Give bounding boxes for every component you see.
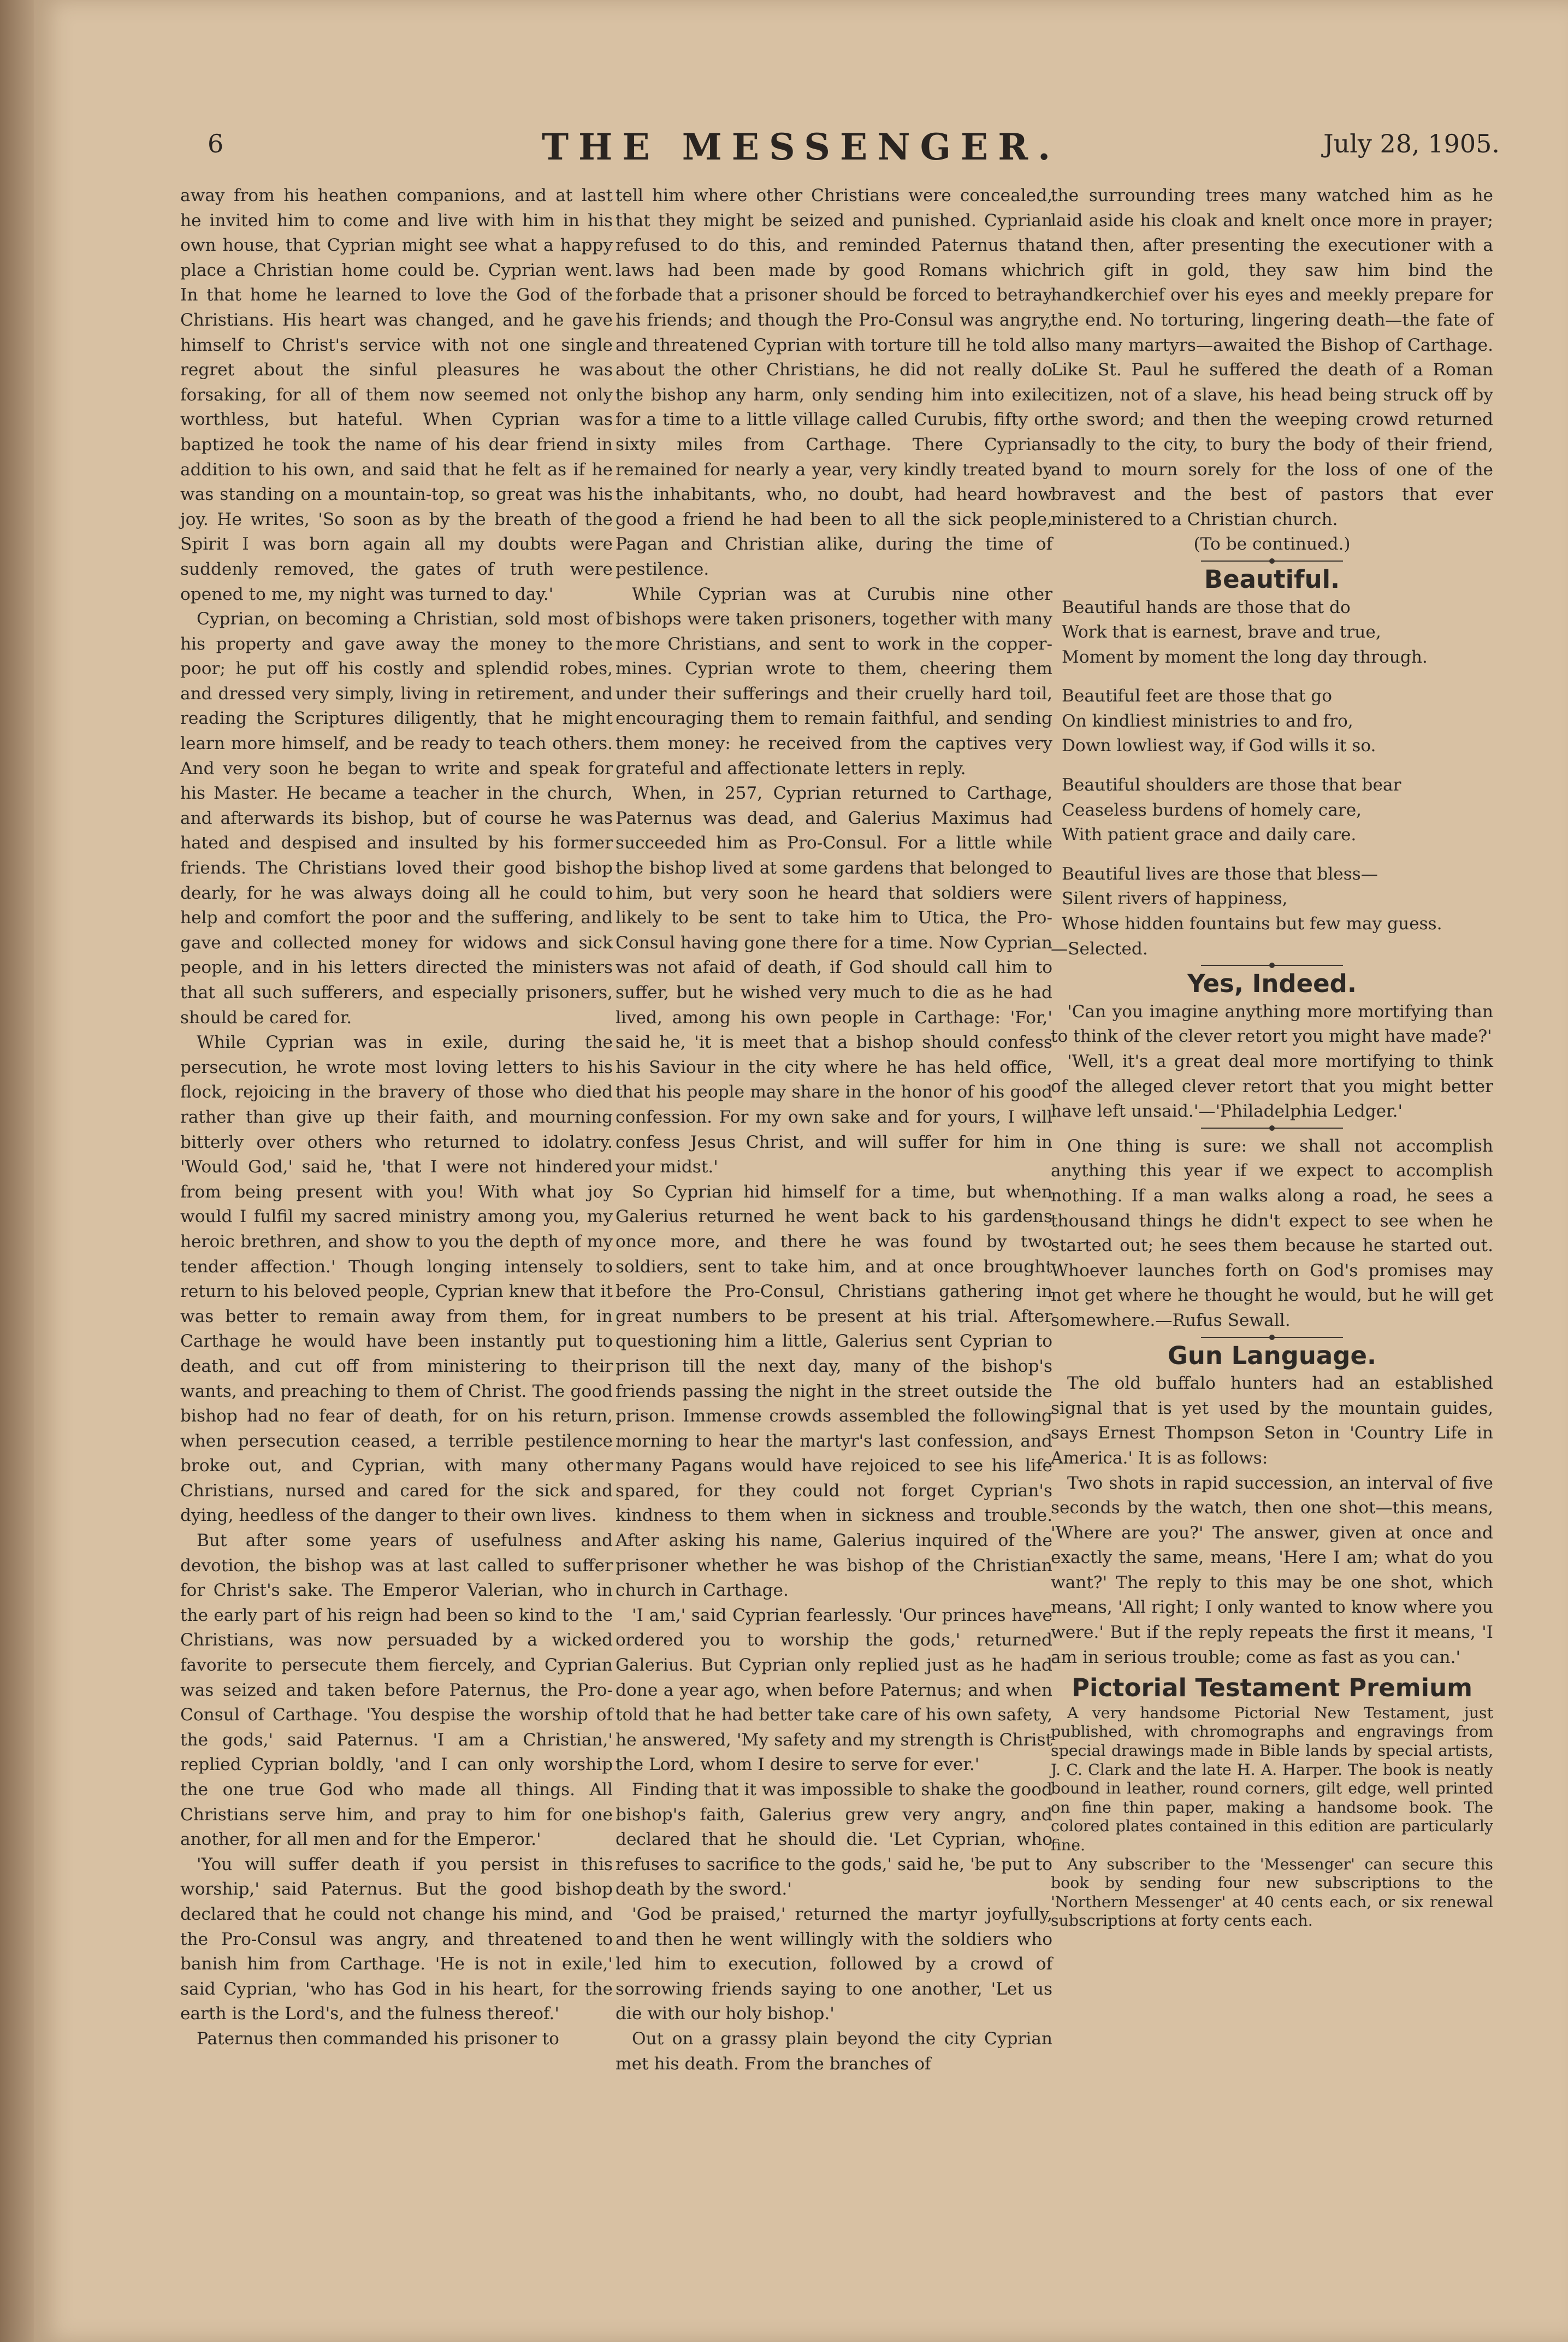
paragraph: Paternus then commanded his prisoner to	[197, 2028, 559, 2049]
paragraph: 'God be praised,' returned the martyr joyfully, and then he went willingly with the soldiers who led him to execution, followed by a crowd of sorrowing friends saying to one another, 'Let us die with our holy bishop.'	[616, 1904, 1052, 2024]
newspaper-page	[34, 0, 1568, 2342]
poem-line: Down lowliest way, if God wills it so.	[1062, 736, 1376, 756]
paragraph: While Cyprian was at Curubis nine other bishops were taken prisoners, together with many more Christians, and sent to work in the copper-mines. Cyprian wrote to them, cheering them under their sufferings and their cruelly hard toil, encouraging them to remain faithful, and sending them money: he received from the captives very grateful and affectionate letters in reply.	[616, 584, 1052, 778]
paragraph: While Cyprian was in exile, during the persecution, he wrote most loving letters to his flock, rejoicing in the bravery of those who died rather than give up their faith, and mourning bitterly over others who returned to idolatry. 'Would God,' said he, 'that I were not hindered from being present with you! With what joy would I fulfil my sacred ministry among you, my heroic brethren, and show to you the depth of my tender affection.' Though longing intensely to return to his beloved people, Cyprian knew that it was better to remain away from them, for in Carthage he would have been instantly put to death, and cut off from ministering to their wants, and preaching to them of Christ. The good bishop had no fear of death, for on his return, when persecution ceased, a terrible pestilence broke out, and Cyprian, with many other Christians, nursed and cared for the sick and dying, heedless of the danger to their own lives.	[180, 1033, 613, 1526]
poem-line: With patient grace and daily care.	[1062, 825, 1357, 845]
premium-notice	[1051, 1704, 1493, 1931]
paragraph: When, in 257, Cyprian returned to Carthage, Paternus was dead, and Galerius Maximus had succeeded him as Pro-Consul. For a little while the bishop lived at some gardens that belonged to him, but very soon he heard that soldiers were likely to be sent to take him to Utica, the Pro-Consul having gone there for a time. Now Cyprian was not afaid of death, if God should call him to suffer, but he wished very much to die as he had lived, among his own people in Carthage: 'For,' said he, 'it is meet that a bishop should confess his Saviour in the city where he has held office, that his people may share in the honor of his good confession. For my own sake and for yours, I will confess Jesus Christ, and will suffer for him in your midst.'	[616, 783, 1052, 1177]
paragraph: 'Can you imagine anything more mortifying than to think of the clever retort you might have made?'	[1051, 1001, 1493, 1047]
column-3	[1051, 184, 1493, 1931]
page-number: 6	[208, 129, 224, 158]
poem-beautiful	[1051, 595, 1493, 962]
poem-line: Moment by moment the long day through.	[1062, 647, 1428, 667]
section-title-gun-language: Gun Language.	[1167, 1341, 1377, 1370]
section-divider	[1201, 965, 1343, 966]
paragraph: A very handsome Pictorial New Testament, just published, with chromographs and engravings from special drawings made in Bible lands by special artists, J. C. Clark and the late H. A. Harper. The book is neatly bound in leather, round corners, gilt edge, well printed on fine thin paper, making a handsome book. The colored plates contained in this edition are particularly fine.	[1051, 1703, 1493, 1854]
paragraph: away from his heathen companions, and at last he invited him to come and live with him in his own house, that Cyprian might see what a happy place a Christian home could be. Cyprian went. In that home he learned to love the God of the Christians. His heart was changed, and he gave himself to Christ's service with not one single regret about the sinful pleasures he was forsaking, for all of them now seemed not only worthless, but hateful. When Cyprian was baptized he took the name of his dear friend in addition to his own, and said that he felt as if he was standing on a mountain-top, so great was his joy. He writes, 'So soon as by the breath of the Spirit I was born again all my doubts were suddenly removed, the gates of truth were opened to me, my night was turned to day.'	[180, 186, 613, 604]
page-header	[34, 126, 1568, 169]
masthead: THE MESSENGER.	[541, 126, 1061, 168]
column-1	[180, 184, 613, 2052]
poem-line: Silent rivers of happiness,	[1062, 889, 1288, 909]
section-title-yes-indeed: Yes, Indeed.	[1187, 969, 1357, 999]
section-divider	[1201, 1128, 1343, 1129]
paragraph-one-thing: One thing is sure: we shall not accomplish anything this year if we expect to accomplish nothing. If a man walks along a road, he sees a thousand things he didn't expect to see when he started out; he sees them because he started out. Whoever launches forth on God's promises may not get where he thought he would, but he will get somewhere.—Rufus Sewall.	[1051, 1136, 1493, 1330]
paragraph: The old buffalo hunters had an established signal that is yet used by the mountain guides, says Ernest Thompson Seton in 'Country Life in America.' It is as follows:	[1051, 1373, 1493, 1468]
poem-stanza	[1062, 773, 1493, 848]
issue-date: July 28, 1905.	[1323, 129, 1500, 158]
paragraph: Two shots in rapid succession, an interval of five seconds by the watch, then one shot—this means, 'Where are you?' The answer, given at once and exactly the same, means, 'Here I am; what do you want?' The reply to this may be one shot, which means, 'All right; I only wanted to know where you were.' But if the reply repeats the first it means, 'I am in serious trouble; come as fast as you can.'	[1051, 1473, 1493, 1667]
paragraph: 'You will suffer death if you persist in this worship,' said Paternus. But the good bishop declared that he could not change his mind, and the Pro-Consul was angry, and threatened to banish him from Carthage. 'He is not in exile,' said Cyprian, 'who has God in his heart, for the earth is the Lord's, and the fulness thereof.'	[180, 1854, 613, 2024]
poem-line: Beautiful lives are those that bless—	[1062, 864, 1378, 884]
poem-line: Ceaseless burdens of homely care,	[1062, 800, 1362, 820]
section-title-beautiful: Beautiful.	[1204, 564, 1340, 594]
section-title-pictorial-testament-premium: Pictorial Testament Premium	[1071, 1673, 1473, 1703]
paragraph: Out on a grassy plain beyond the city Cyprian met his death. From the branches of	[616, 2028, 1052, 2074]
paragraph: the surrounding trees many watched him as he laid aside his cloak and knelt once more in prayer; and then, after presenting the executioner with a rich gift in gold, they saw him bind the handkerchief over his eyes and meekly prepare for the end. No torturing, lingering death—the fate of so many martyrs—awaited the Bishop of Carthage. Like St. Paul he suffered the death of a Roman citizen, not of a slave, his head being struck off by the sword; and then the weeping crowd returned sadly to the city, to bury the body of their friend, and to mourn sorely for the loss of one of the bravest and the best of pastors that ever ministered to a Christian church.	[1051, 186, 1493, 529]
poem-stanza	[1062, 862, 1493, 937]
paragraph: Finding that it was impossible to shake the good bishop's faith, Galerius grew very angry, and declared that he should die. 'Let Cyprian, who refuses to sacrifice to the gods,' said he, 'be put to death by the sword.'	[616, 1780, 1052, 1899]
to-be-continued-note: (To be continued.)	[1193, 534, 1351, 554]
poem-line: Beautiful hands are those that do	[1062, 597, 1351, 617]
poem-credit: —Selected.	[1051, 939, 1148, 959]
poem-line: On kindliest ministries to and fro,	[1062, 711, 1353, 731]
paragraph: Any subscriber to the 'Messenger' can secure this book by sending four new subscriptions to the 'Northern Messenger' at 40 cents each, or six renewal subscriptions at forty cents each.	[1051, 1855, 1493, 1930]
binding-margin	[0, 0, 34, 2342]
column-2	[616, 184, 1052, 2076]
section-divider	[1201, 1337, 1343, 1338]
poem-line: Beautiful shoulders are those that bear	[1062, 775, 1401, 795]
paragraph: But after some years of usefulness and devotion, the bishop was at last called to suffer for Christ's sake. The Emperor Valerian, who in the early part of his reign had been so kind to the Christians, was now persuaded by a wicked favorite to persecute them fiercely, and Cyprian was seized and taken before Paternus, the Pro-Consul of Carthage. 'You despise the worship of the gods,' said Paternus. 'I am a Christian,' replied Cyprian boldly, 'and I can only worship the one true God who made all things. All Christians serve him, and pray to him for one another, for all men and for the Emperor.'	[180, 1531, 613, 1850]
paragraph: tell him where other Christians were concealed, that they might be seized and punished. Cyprian refused to do this, and reminded Paternus that laws had been made by good Romans which forbade that a prisoner should be forced to betray his friends; and though the Pro-Consul was angry, and threatened Cyprian with torture till he told all about the other Christians, he did not really do the bishop any harm, only sending him into exile for a time to a little village called Curubis, fifty or sixty miles from Carthage. There Cyprian remained for nearly a year, very kindly treated by the inhabitants, who, no doubt, had heard how good a friend he had been to all the sick people, Pagan and Christian alike, during the time of pestilence.	[616, 186, 1052, 579]
paragraph: So Cyprian hid himself for a time, but when Galerius returned he went back to his gardens once more, and there he was found by two soldiers, sent to take him, and at once brought before the Pro-Consul, Christians gathering in great numbers to be present at his trial. After questioning him a little, Galerius sent Cyprian to prison till the next day, many of the bishop's friends passing the night in the street outside the prison. Immense crowds assembled the following morning to hear the martyr's last confession, and many Pagans would have rejoiced to see his life spared, for they could not forget Cyprian's kindness to them when in sickness and trouble. After asking his name, Galerius inquired of the prisoner whether he was bishop of the Christian church in Carthage.	[616, 1182, 1052, 1601]
paragraph: 'I am,' said Cyprian fearlessly. 'Our princes have ordered you to worship the gods,' returned Galerius. But Cyprian only replied just as he had done a year ago, when before Paternus; and when told that he had better take care of his own safety, he answered, 'My safety and my strength is Christ the Lord, whom I desire to serve for ever.'	[616, 1605, 1052, 1775]
poem-line: Beautiful feet are those that go	[1062, 686, 1333, 706]
poem-stanza	[1062, 684, 1493, 759]
poem-line: Work that is earnest, brave and true,	[1062, 622, 1381, 642]
paragraph: Cyprian, on becoming a Christian, sold most of his property and gave away the money to the poor; he put off his costly and splendid robes, and dressed very simply, living in retirement, and reading the Scriptures diligently, that he might learn more himself, and be ready to teach others. And very soon he began to write and speak for his Master. He became a teacher in the church, and afterwards its bishop, but of course he was hated and despised and insulted by his former friends. The Christians loved their good bishop dearly, for he was always doing all he could to help and comfort the poor and the suffering, and gave and collected money for widows and sick people, and in his letters directed the ministers that all such sufferers, and especially prisoners, should be cared for.	[180, 609, 613, 1028]
paragraph: 'Well, it's a great deal more mortifying to think of the alleged clever retort that you might better have left unsaid.'—'Philadelphia Ledger.'	[1051, 1052, 1493, 1122]
poem-stanza	[1062, 595, 1493, 670]
section-divider	[1201, 561, 1343, 562]
poem-line: Whose hidden fountains but few may guess.	[1062, 914, 1442, 934]
